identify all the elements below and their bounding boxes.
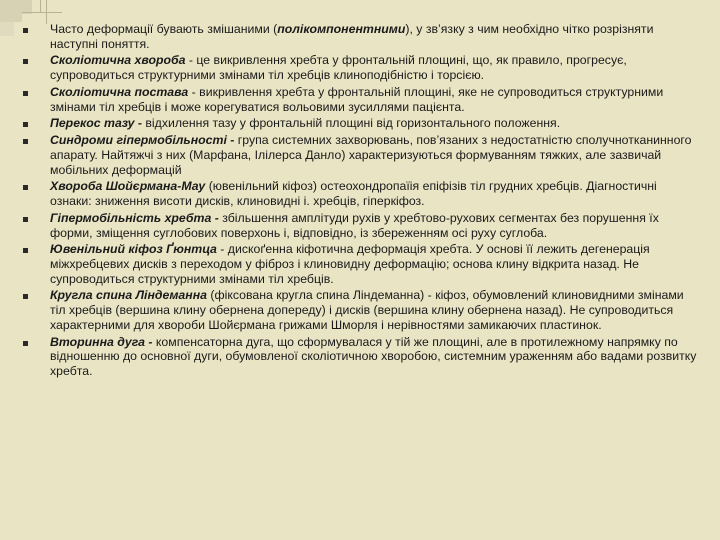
decor-square (0, 0, 22, 22)
decor-line (22, 12, 62, 13)
list-item (0, 242, 700, 286)
item-term: Хвороба Шойєрмана-Мау (50, 179, 206, 194)
item-term: Синдроми гіпермобільності - (50, 133, 235, 148)
list-item (0, 133, 700, 177)
list-item (0, 211, 700, 240)
bullet-icon (23, 294, 28, 299)
item-text: Часто деформації бувають змішаними ( (50, 22, 278, 36)
bullet-icon (23, 28, 28, 33)
item-text: - викривлення хребта у фронтальній площині, яке не супроводиться структурними змінами тіл хребців і може корегуватися вольовими зусиллями пацієнта. (50, 84, 664, 114)
decor-line (40, 0, 41, 12)
bullet-icon (23, 185, 28, 190)
list-item (0, 116, 700, 131)
item-term: Кругла спина Ліндеманна (50, 288, 207, 303)
item-term: Гіпермобільність хребта - (50, 210, 219, 225)
item-text: (ювенільний кіфоз) остеохондропаїія епіфізів тіл грудних хребців. Діагностичні ознаки: зниження висоти дисків, клиновидні і. хребців, гіперкіфоз. (50, 179, 657, 209)
list-item (0, 288, 700, 332)
item-term: полікомпонентними (277, 22, 406, 36)
item-text: ), у зв’язку з чим необхідно чітко розрізняти наступні поняття. (50, 22, 654, 51)
item-term: Сколіотична постава (50, 84, 189, 99)
item-text: - дискоґенна кіфотична деформація хребта. У основі її лежить дегенерація міжхребцевих дисків з переходом у фіброз і клиновидну деформацію; основа клину відкрита назад. Не супроводиться структурними змінами тіл хребців. (50, 242, 650, 286)
list-item (0, 53, 700, 82)
list-item (0, 335, 700, 379)
item-text: група системних захворювань, пов’язаних з недостатністю сполучнотканинного апарату. Найтяжчі з них (Марфана, Ілілерса Данло) характеризуються формуванням тяжких, але зазвичай мобільних деформацій (50, 133, 692, 177)
item-term: Перекос тазу - (50, 116, 142, 131)
item-term: Ювенільний кіфоз Ґюнтца (50, 242, 217, 257)
definitions-list (0, 22, 700, 381)
bullet-icon (23, 217, 28, 222)
item-text: компенсаторна дуга, що сформувалася у тій же площині, але в протилежному напрямку по відношенню до основної дуги, обумовленої сколіотичною хворобою, системним ураженням або вадами розвитку хребта. (50, 334, 697, 378)
list-item (0, 22, 700, 51)
bullet-icon (23, 139, 28, 144)
bullet-icon (23, 122, 28, 127)
list-item (0, 85, 700, 114)
item-text: збільшення амплітуди рухів у хребтово-рухових сегментах без порушення їх форми, зміщення суглобових поверхонь і, відповідно, із збереженням осі руху суглоба. (50, 210, 659, 240)
list-item (0, 179, 700, 208)
bullet-icon (23, 91, 28, 96)
bullet-icon (23, 59, 28, 64)
bullet-icon (23, 248, 28, 253)
item-text: - це викривлення хребта у фронтальній площині, що, як правило, прогресує, супроводиться структурними змінами тіл хребців клиноподібністю і торсією. (50, 53, 627, 83)
item-text: (фіксована кругла спина Ліндеманна) - кіфоз, обумовлений клиновидними змінами тіл хребців (вершина клину обернена допереду) і дисків (вершина клину обернена назад). Не супроводиться характерними для хвороби Шойєрмана грижами Шморля і нерівностями замикаючих пластинок. (50, 288, 684, 332)
item-term: Вторинна дуга - (50, 334, 153, 349)
item-text: відхилення тазу у фронтальній площині від горизонтального положення. (141, 116, 561, 131)
item-term: Сколіотична хвороба (50, 53, 186, 68)
bullet-icon (23, 341, 28, 346)
